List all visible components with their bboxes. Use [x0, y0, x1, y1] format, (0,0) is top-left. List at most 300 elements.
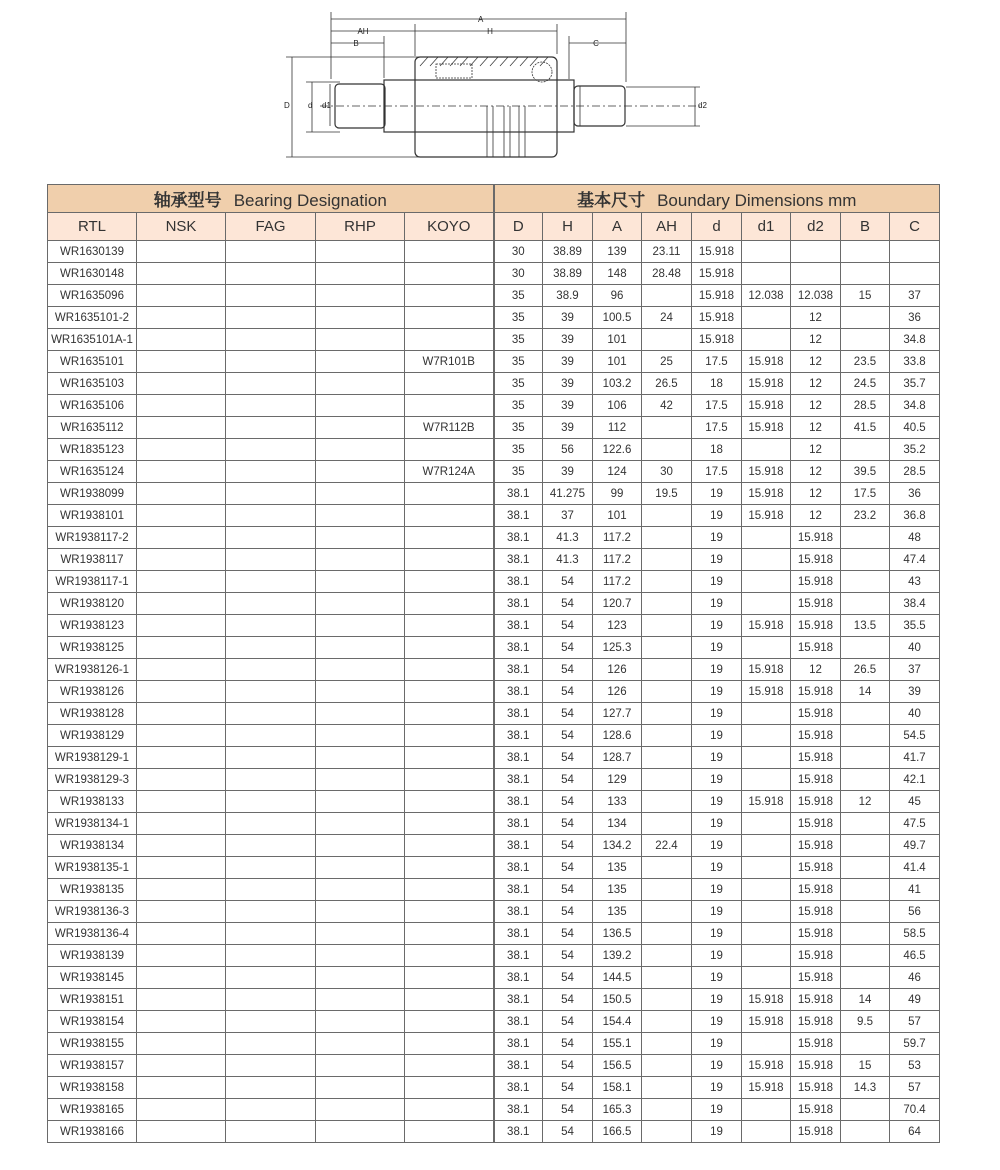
cell-rtl: WR1938154: [48, 1011, 137, 1033]
cell-rtl: WR1938099: [48, 483, 137, 505]
cell-d: 38.1: [494, 681, 543, 703]
cell-d1: 15.918: [742, 373, 791, 395]
cell-ah: [642, 329, 692, 351]
cell-koyo: [405, 549, 494, 571]
cell-nsk: [137, 813, 226, 835]
cell-fag: [226, 901, 316, 923]
cell-rhp: [316, 1011, 405, 1033]
cell-b: 13.5: [841, 615, 890, 637]
cell-a: 96: [593, 285, 642, 307]
cell-c: 43: [890, 571, 940, 593]
cell-d: 38.1: [494, 659, 543, 681]
cell-fag: [226, 351, 316, 373]
cell-ah: [642, 747, 692, 769]
cell-fag: [226, 549, 316, 571]
cell-d: 19: [692, 1099, 742, 1121]
cell-d: 15.918: [692, 285, 742, 307]
cell-koyo: [405, 1099, 494, 1121]
cell-d2: 15.918: [791, 615, 841, 637]
label-c: C: [593, 39, 599, 48]
cell-b: [841, 901, 890, 923]
cell-h: 38.89: [543, 241, 593, 263]
cell-koyo: [405, 945, 494, 967]
cell-ah: [642, 1033, 692, 1055]
cell-koyo: [405, 791, 494, 813]
cell-nsk: [137, 483, 226, 505]
cell-ah: [642, 505, 692, 527]
cell-rhp: [316, 637, 405, 659]
cell-h: 54: [543, 593, 593, 615]
cell-ah: 22.4: [642, 835, 692, 857]
cell-a: 127.7: [593, 703, 642, 725]
cell-rhp: [316, 659, 405, 681]
label-a: A: [478, 15, 484, 24]
cell-rhp: [316, 747, 405, 769]
column-header-c: C: [890, 213, 940, 241]
cell-koyo: W7R112B: [405, 417, 494, 439]
cell-nsk: [137, 439, 226, 461]
cell-rtl: WR1938155: [48, 1033, 137, 1055]
cell-h: 54: [543, 857, 593, 879]
cell-rtl: WR1635103: [48, 373, 137, 395]
cell-c: 46.5: [890, 945, 940, 967]
cell-fag: [226, 263, 316, 285]
cell-nsk: [137, 725, 226, 747]
table-row: [48, 549, 940, 571]
cell-d2: 15.918: [791, 1055, 841, 1077]
table-row: [48, 725, 940, 747]
cell-d2: 15.918: [791, 1077, 841, 1099]
cell-c: 47.4: [890, 549, 940, 571]
cell-nsk: [137, 461, 226, 483]
cell-d: 38.1: [494, 1099, 543, 1121]
cell-d: 19: [692, 813, 742, 835]
cell-d1: [742, 593, 791, 615]
cell-d: 19: [692, 857, 742, 879]
cell-d: 35: [494, 285, 543, 307]
cell-a: 135: [593, 857, 642, 879]
cell-b: [841, 571, 890, 593]
cell-d: 38.1: [494, 1121, 543, 1143]
cell-d2: [791, 263, 841, 285]
cell-ah: [642, 637, 692, 659]
cell-c: [890, 263, 940, 285]
cell-d: 19: [692, 835, 742, 857]
label-h: H: [487, 27, 493, 36]
cell-ah: 23.11: [642, 241, 692, 263]
cell-h: 39: [543, 307, 593, 329]
cell-a: 135: [593, 879, 642, 901]
cell-c: 40: [890, 637, 940, 659]
cell-d: 19: [692, 637, 742, 659]
cell-koyo: [405, 1121, 494, 1143]
cell-d: 19: [692, 725, 742, 747]
cell-a: 135: [593, 901, 642, 923]
dimensions-en-label: Boundary Dimensions mm: [657, 191, 857, 210]
cell-c: 64: [890, 1121, 940, 1143]
cell-nsk: [137, 329, 226, 351]
cell-rhp: [316, 527, 405, 549]
table-row: [48, 329, 940, 351]
cell-d1: [742, 1099, 791, 1121]
group-header-dimensions: [494, 185, 940, 213]
cell-d2: 15.918: [791, 923, 841, 945]
cell-rhp: [316, 373, 405, 395]
cell-a: 117.2: [593, 549, 642, 571]
cell-nsk: [137, 1033, 226, 1055]
cell-ah: 42: [642, 395, 692, 417]
cell-d: 19: [692, 923, 742, 945]
cell-nsk: [137, 571, 226, 593]
cell-a: 136.5: [593, 923, 642, 945]
cell-d1: [742, 1121, 791, 1143]
cell-koyo: [405, 483, 494, 505]
cell-c: 40.5: [890, 417, 940, 439]
cell-d1: [742, 241, 791, 263]
cell-c: 56: [890, 901, 940, 923]
cell-d2: 15.918: [791, 681, 841, 703]
cell-d2: 15.918: [791, 835, 841, 857]
cell-h: 37: [543, 505, 593, 527]
cell-d: 19: [692, 1077, 742, 1099]
table-row: [48, 1055, 940, 1077]
cell-d1: 12.038: [742, 285, 791, 307]
cell-ah: [642, 593, 692, 615]
cell-d: 38.1: [494, 1055, 543, 1077]
cell-d: 17.5: [692, 417, 742, 439]
cell-d: 38.1: [494, 703, 543, 725]
cell-nsk: [137, 791, 226, 813]
cell-ah: [642, 571, 692, 593]
cell-d2: 15.918: [791, 1099, 841, 1121]
cell-rhp: [316, 417, 405, 439]
label-d: d: [308, 101, 313, 110]
cell-d: 19: [692, 615, 742, 637]
column-header-nsk: NSK: [137, 213, 226, 241]
cell-d2: 12: [791, 483, 841, 505]
cell-h: 38.9: [543, 285, 593, 307]
cell-b: 26.5: [841, 659, 890, 681]
dimensions-cn-label: 基本尺寸: [577, 191, 646, 210]
cell-d: 38.1: [494, 901, 543, 923]
cell-rtl: WR1635106: [48, 395, 137, 417]
cell-b: [841, 769, 890, 791]
cell-fag: [226, 923, 316, 945]
cell-nsk: [137, 835, 226, 857]
cell-d: 15.918: [692, 329, 742, 351]
cell-koyo: [405, 725, 494, 747]
cell-a: 128.7: [593, 747, 642, 769]
table-row: [48, 1077, 940, 1099]
cell-rtl: WR1938129: [48, 725, 137, 747]
cell-h: 54: [543, 989, 593, 1011]
cell-a: 148: [593, 263, 642, 285]
cell-a: 139: [593, 241, 642, 263]
cell-c: 33.8: [890, 351, 940, 373]
cell-c: 36: [890, 307, 940, 329]
cell-ah: 19.5: [642, 483, 692, 505]
cell-c: 35.2: [890, 439, 940, 461]
cell-b: [841, 307, 890, 329]
cell-d: 38.1: [494, 549, 543, 571]
cell-d: 17.5: [692, 351, 742, 373]
cell-a: 122.6: [593, 439, 642, 461]
cell-nsk: [137, 945, 226, 967]
cell-h: 54: [543, 681, 593, 703]
cell-rhp: [316, 329, 405, 351]
cell-d1: [742, 549, 791, 571]
table-row: [48, 637, 940, 659]
cell-nsk: [137, 989, 226, 1011]
cell-d1: [742, 857, 791, 879]
cell-rtl: WR1938133: [48, 791, 137, 813]
cell-a: 126: [593, 659, 642, 681]
cell-fag: [226, 571, 316, 593]
cell-nsk: [137, 857, 226, 879]
cell-d1: [742, 967, 791, 989]
cell-d2: 15.918: [791, 857, 841, 879]
cell-b: [841, 1121, 890, 1143]
cell-d: 15.918: [692, 307, 742, 329]
cell-ah: [642, 967, 692, 989]
table-row: [48, 835, 940, 857]
cell-h: 54: [543, 1121, 593, 1143]
cell-c: 45: [890, 791, 940, 813]
cell-h: 38.89: [543, 263, 593, 285]
cell-d: 38.1: [494, 1011, 543, 1033]
cell-rtl: WR1938157: [48, 1055, 137, 1077]
table-row: [48, 901, 940, 923]
cell-d: 17.5: [692, 461, 742, 483]
cell-fag: [226, 791, 316, 813]
cell-rhp: [316, 241, 405, 263]
cell-b: 24.5: [841, 373, 890, 395]
label-d1: d1: [322, 101, 331, 110]
cell-fag: [226, 835, 316, 857]
table-row: [48, 857, 940, 879]
table-row: [48, 483, 940, 505]
cell-ah: [642, 769, 692, 791]
cell-a: 101: [593, 505, 642, 527]
cell-fag: [226, 659, 316, 681]
cell-d: 30: [494, 241, 543, 263]
cell-c: 41.4: [890, 857, 940, 879]
cell-h: 54: [543, 945, 593, 967]
cell-rhp: [316, 395, 405, 417]
column-header-fag: FAG: [226, 213, 316, 241]
cell-c: 48: [890, 527, 940, 549]
cell-nsk: [137, 967, 226, 989]
cell-b: [841, 747, 890, 769]
cell-fag: [226, 307, 316, 329]
cell-rtl: WR1938166: [48, 1121, 137, 1143]
cell-fag: [226, 1077, 316, 1099]
cell-d2: 12: [791, 351, 841, 373]
cell-d: 38.1: [494, 813, 543, 835]
cell-nsk: [137, 747, 226, 769]
cell-rtl: WR1938101: [48, 505, 137, 527]
table-row: [48, 461, 940, 483]
label-b: B: [353, 39, 359, 48]
column-header-d1: d1: [742, 213, 791, 241]
cell-fag: [226, 747, 316, 769]
cell-rtl: WR1938135: [48, 879, 137, 901]
cell-rtl: WR1938136-3: [48, 901, 137, 923]
column-header-ah: AH: [642, 213, 692, 241]
cell-d: 38.1: [494, 747, 543, 769]
cell-d: 19: [692, 1055, 742, 1077]
cell-d1: [742, 923, 791, 945]
cell-h: 54: [543, 923, 593, 945]
table-row: [48, 681, 940, 703]
cell-koyo: [405, 879, 494, 901]
bearing-spec-table: [47, 184, 940, 1143]
cell-d1: 15.918: [742, 505, 791, 527]
cell-rtl: WR1938134: [48, 835, 137, 857]
cell-nsk: [137, 769, 226, 791]
cell-ah: [642, 901, 692, 923]
cell-d2: 12: [791, 461, 841, 483]
cell-d1: [742, 263, 791, 285]
cell-koyo: [405, 373, 494, 395]
cell-b: 41.5: [841, 417, 890, 439]
cell-a: 134.2: [593, 835, 642, 857]
cell-rtl: WR1635101A-1: [48, 329, 137, 351]
cell-koyo: [405, 989, 494, 1011]
cell-d2: 12: [791, 659, 841, 681]
cell-d2: 15.918: [791, 703, 841, 725]
cell-d1: [742, 879, 791, 901]
cell-d1: 15.918: [742, 461, 791, 483]
cell-rtl: WR1635101-2: [48, 307, 137, 329]
cell-a: 112: [593, 417, 642, 439]
cell-d2: 12: [791, 439, 841, 461]
cell-a: 123: [593, 615, 642, 637]
cell-rhp: [316, 989, 405, 1011]
cell-d1: [742, 571, 791, 593]
cell-d: 15.918: [692, 241, 742, 263]
cell-rtl: WR1630148: [48, 263, 137, 285]
column-header-d2: d2: [791, 213, 841, 241]
cell-koyo: [405, 857, 494, 879]
cell-nsk: [137, 615, 226, 637]
cell-rtl: WR1938151: [48, 989, 137, 1011]
cell-rhp: [316, 769, 405, 791]
column-header-b: B: [841, 213, 890, 241]
cell-koyo: [405, 571, 494, 593]
cell-d: 35: [494, 439, 543, 461]
cell-c: 70.4: [890, 1099, 940, 1121]
table-row: [48, 659, 940, 681]
cell-rtl: WR1938165: [48, 1099, 137, 1121]
cell-fag: [226, 285, 316, 307]
cell-c: 53: [890, 1055, 940, 1077]
cell-d: 38.1: [494, 857, 543, 879]
cell-ah: [642, 923, 692, 945]
cell-b: 15: [841, 1055, 890, 1077]
cell-c: 37: [890, 285, 940, 307]
cell-b: [841, 1099, 890, 1121]
cell-h: 54: [543, 747, 593, 769]
cell-rtl: WR1938117: [48, 549, 137, 571]
cell-d2: 12.038: [791, 285, 841, 307]
column-header-d: D: [494, 213, 543, 241]
table-row: [48, 373, 940, 395]
cell-c: 58.5: [890, 923, 940, 945]
cell-d: 19: [692, 747, 742, 769]
cell-fag: [226, 813, 316, 835]
cell-b: [841, 879, 890, 901]
cell-a: 125.3: [593, 637, 642, 659]
cell-rhp: [316, 835, 405, 857]
cell-b: [841, 439, 890, 461]
cell-b: [841, 1033, 890, 1055]
cell-koyo: [405, 307, 494, 329]
cell-b: [841, 329, 890, 351]
cell-d2: 15.918: [791, 571, 841, 593]
cell-d2: 15.918: [791, 637, 841, 659]
cell-b: [841, 945, 890, 967]
cell-a: 134: [593, 813, 642, 835]
table-row: [48, 615, 940, 637]
cell-b: [841, 637, 890, 659]
cell-b: [841, 703, 890, 725]
cell-b: 23.2: [841, 505, 890, 527]
cell-fag: [226, 703, 316, 725]
cell-ah: [642, 725, 692, 747]
cell-fag: [226, 1099, 316, 1121]
cell-koyo: [405, 263, 494, 285]
cell-rtl: WR1938123: [48, 615, 137, 637]
cell-d2: 15.918: [791, 1011, 841, 1033]
cell-rhp: [316, 1033, 405, 1055]
cell-h: 54: [543, 879, 593, 901]
cell-fag: [226, 1121, 316, 1143]
cell-fag: [226, 373, 316, 395]
cell-rhp: [316, 615, 405, 637]
cell-fag: [226, 439, 316, 461]
cell-koyo: [405, 901, 494, 923]
cell-h: 41.3: [543, 527, 593, 549]
cell-h: 54: [543, 1099, 593, 1121]
cell-d2: 15.918: [791, 725, 841, 747]
cell-c: 47.5: [890, 813, 940, 835]
cell-rhp: [316, 901, 405, 923]
cell-a: 139.2: [593, 945, 642, 967]
cell-ah: [642, 857, 692, 879]
table-row: [48, 879, 940, 901]
cell-c: 41.7: [890, 747, 940, 769]
cell-d2: 12: [791, 505, 841, 527]
cell-b: 9.5: [841, 1011, 890, 1033]
cell-rhp: [316, 879, 405, 901]
table-row: [48, 307, 940, 329]
cell-d: 35: [494, 395, 543, 417]
cell-b: 14.3: [841, 1077, 890, 1099]
cell-b: [841, 923, 890, 945]
cell-ah: 30: [642, 461, 692, 483]
cell-d2: 15.918: [791, 527, 841, 549]
cell-koyo: [405, 747, 494, 769]
cell-c: 36: [890, 483, 940, 505]
cell-ah: [642, 659, 692, 681]
cell-nsk: [137, 681, 226, 703]
cell-rhp: [316, 967, 405, 989]
cell-d: 19: [692, 659, 742, 681]
cell-koyo: [405, 835, 494, 857]
cell-d1: [742, 637, 791, 659]
cell-fag: [226, 417, 316, 439]
